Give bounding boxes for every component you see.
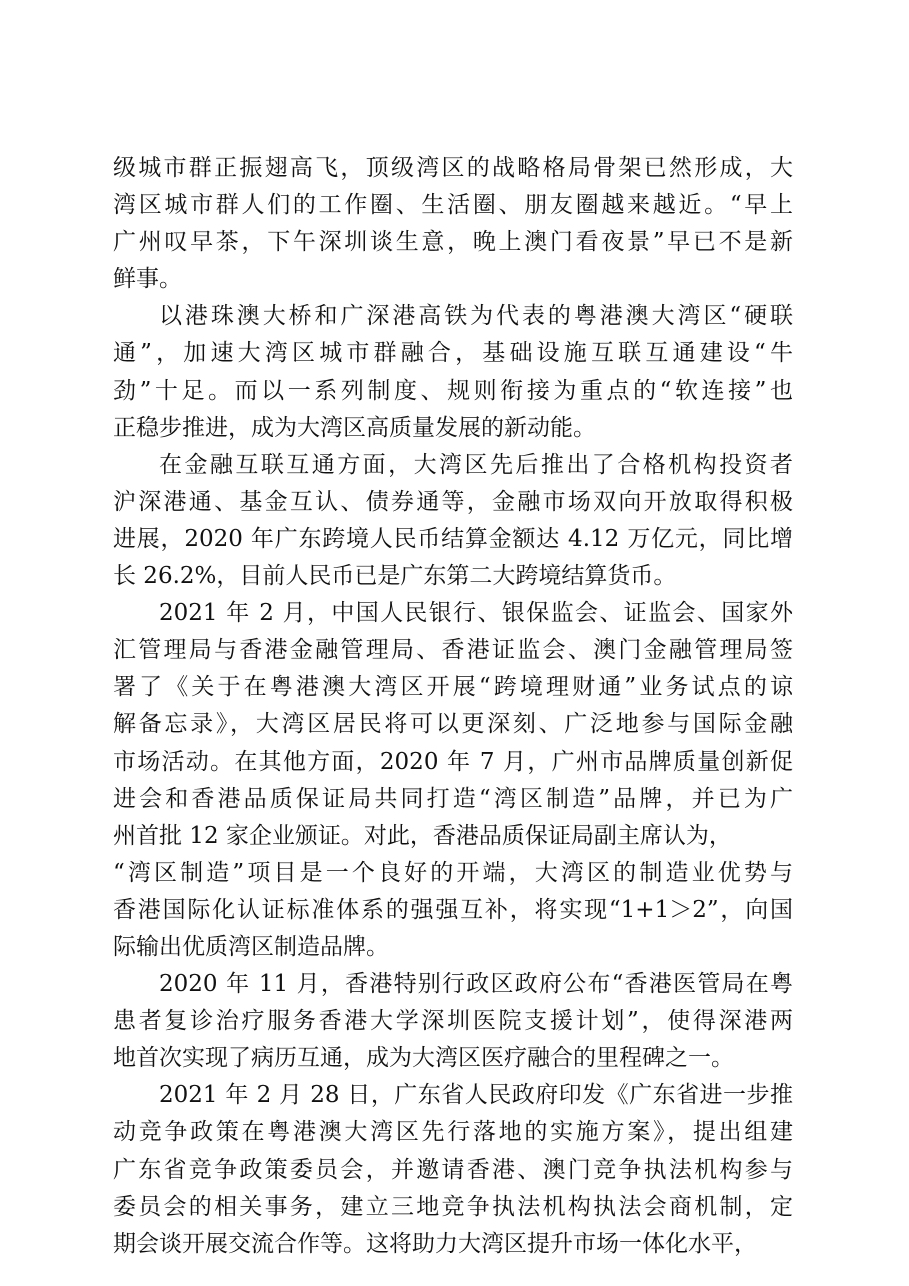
paragraph-1-line: 级城市群正振翅高飞，顶级湾区的战略格局骨架已然形成，大 [113,155,793,181]
paragraph-5-line: 2020 年 11 月，香港特别行政区政府公布“香港医管局在粤 [159,971,793,998]
paragraph-4-line: 市场活动。在其他方面，2020 年 7 月，广州市品牌质量创新促 [113,748,793,775]
paragraph-3-line: 沪深港通、基金互认、债券通等，金融市场双向开放取得积极 [113,488,793,515]
paragraph-4-line: 汇管理局与香港金融管理局、香港证监会、澳门金融管理局签 [113,637,793,664]
paragraph-4-line: 香港国际化认证标准体系的强强互补，将实现“1+1＞2”，向国 [113,896,793,923]
paragraph-2-line: 通”，加速大湾区城市群融合，基础设施互联互通建设“牛 [113,340,793,367]
paragraph-6-line: 广东省竞争政策委员会，并邀请香港、澳门竞争执法机构参与 [113,1156,793,1183]
paragraph-2-line: 正稳步推进，成为大湾区高质量发展的新动能。 [113,414,596,441]
paragraph-5-line: 地首次实现了病历互通，成为大湾区医疗融合的里程碑之一。 [113,1045,734,1072]
paragraph-4-line: 州首批 12 家企业颁证。对此，香港品质保证局副主席认为， [113,822,732,849]
paragraph-1-line: 鲜事。 [113,266,182,293]
paragraph-1-line: 湾区城市群人们的工作圈、生活圈、朋友圈越来越近。“早上 [113,192,793,219]
paragraph-2-line: 以港珠澳大桥和广深港高铁为代表的粤港澳大湾区“硬联 [159,303,793,330]
paragraph-4-line: 际输出优质湾区制造品牌。 [113,933,389,960]
paragraph-6-line: 动竞争政策在粤港澳大湾区先行落地的实施方案》，提出组建 [113,1119,793,1146]
paragraph-3-line: 进展，2020 年广东跨境人民币结算金额达 4.12 万亿元，同比增 [113,525,793,552]
paragraph-3-line: 长 26.2%，目前人民币已是广东第二大跨境结算货币。 [113,563,677,590]
paragraph-4-line: 进会和香港品质保证局共同打造“湾区制造”品牌，并已为广 [113,785,793,812]
paragraph-4-line: 解备忘录》，大湾区居民将可以更深刻、广泛地参与国际金融 [113,711,793,738]
paragraph-6-line: 委员会的相关事务，建立三地竞争执法机构执法会商机制，定 [113,1193,793,1220]
paragraph-4-line: 2021 年 2 月，中国人民银行、银保监会、证监会、国家外 [159,600,793,627]
paragraph-5-line: 患者复诊治疗服务香港大学深圳医院支援计划”，使得深港两 [113,1008,793,1035]
paragraph-4-line: 署了《关于在粤港澳大湾区开展“跨境理财通”业务试点的谅 [113,674,793,701]
document-body [113,150,793,1263]
paragraph-3-line: 在金融互联互通方面，大湾区先后推出了合格机构投资者 [159,451,793,478]
paragraph-2-line: 劲”十足。而以一系列制度、规则衔接为重点的“软连接”也 [113,377,793,404]
paragraph-6-line: 2021 年 2 月 28 日，广东省人民政府印发《广东省进一步推 [159,1082,793,1109]
paragraph-4-line: “湾区制造”项目是一个良好的开端，大湾区的制造业优势与 [113,859,793,886]
paragraph-6-line: 期会谈开展交流合作等。这将助力大湾区提升市场一体化水平， [113,1230,757,1257]
paragraph-1-line: 广州叹早茶，下午深圳谈生意，晚上澳门看夜景”早已不是新 [113,229,793,256]
